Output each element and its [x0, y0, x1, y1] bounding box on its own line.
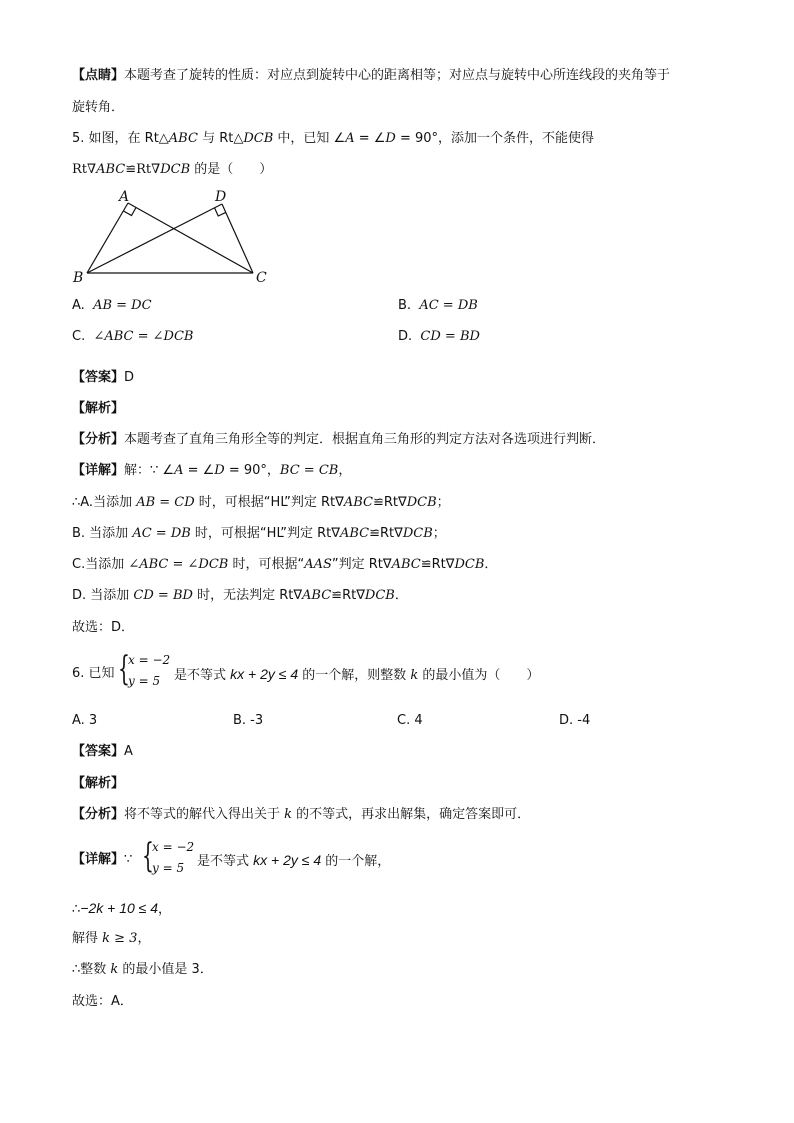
q6-xiangjie-line-3: 解得 k ≥ 3， — [72, 931, 151, 946]
q5-xiangjie-line-2: ∴A.当添加 AB = CD 时，可根据“HL”判定 Rt∇ABC≌Rt∇DCB； — [72, 495, 450, 510]
q5-geometry-figure — [70, 186, 280, 286]
dianjing-text: 本题考查了旋转的性质：对应点到旋转中心的距离相等；对应点与旋转中心所连线段的夹角等于 — [124, 68, 671, 83]
q5-xiangjie-line-4: C.当添加 ∠ABC = ∠DCB 时，可根据“AAS”判定 Rt∇ABC≌Rt∇DCB． — [72, 557, 498, 572]
q5-option-d: D. CD = BD — [398, 329, 480, 344]
right-angle-mark-a — [124, 208, 137, 216]
q6-xiangjie-line-2: ∴−2k + 10 ≤ 4， — [72, 900, 172, 917]
q6-jiexi-heading: 【解析】 — [72, 776, 125, 791]
system-eq-x: x = −2 — [128, 653, 171, 667]
q6-option-c: C. 4 — [397, 713, 423, 728]
q6-xiangjie-line-4: ∴整数 k 的最小值是 3． — [72, 962, 213, 977]
q6-option-d: D. -4 — [559, 713, 591, 728]
q5-option-b: B. AC = DB — [398, 298, 478, 313]
system-eq-y: y = 5 — [152, 861, 185, 875]
dianjing-tag: 【点睛】 — [72, 68, 125, 83]
q6-option-b: B. -3 — [233, 713, 264, 728]
q5-xiangjie-line-3: B. 当添加 AC = DB 时，可根据“HL”判定 Rt∇ABC≌Rt∇DCB； — [72, 526, 446, 541]
q5-xiangjie-line-1: 【详解】解：∵ ∠A = ∠D = 90°，BC = CB， — [72, 463, 352, 478]
dianjing-line-1 — [72, 67, 670, 85]
q6-option-a: A. 3 — [72, 713, 98, 728]
segment-dc — [222, 204, 253, 273]
q5-option-a: A. AB = DC — [72, 298, 152, 313]
left-brace: { — [118, 649, 130, 689]
q5-answer: 【答案】D — [72, 370, 135, 385]
q6-stem-rest: 是不等式 kx + 2y ≤ 4 的一个解，则整数 k 的最小值为（ ） — [174, 666, 540, 683]
q6-equation-system — [118, 649, 178, 693]
system-eq-x: x = −2 — [152, 840, 195, 854]
q5-option-c: C. ∠ABC = ∠DCB — [72, 329, 194, 344]
q6-xiangjie-prefix: 【详解】∵ — [72, 852, 133, 867]
q6-detail-equation-system — [142, 836, 202, 880]
dianjing-line-2: 旋转角． — [72, 100, 125, 115]
vertex-b-label: B — [73, 270, 84, 286]
left-brace: { — [142, 836, 154, 876]
vertex-d-label: D — [215, 189, 227, 205]
q5-xiangjie-line-5: D. 当添加 CD = BD 时，无法判定 Rt∇ABC≌Rt∇DCB． — [72, 588, 408, 603]
vertex-a-label: A — [119, 189, 130, 205]
q6-fenxi: 【分析】将不等式的解代入得出关于 k 的不等式，再求出解集，确定答案即可． — [72, 807, 531, 822]
q5-guxuan: 故选：D． — [72, 620, 135, 635]
q6-answer: 【答案】A — [72, 744, 133, 759]
q5-stem-line-2: Rt∇ABC≌Rt∇DCB 的是（ ） — [72, 162, 273, 177]
segment-ac — [128, 203, 253, 273]
system-eq-y: y = 5 — [128, 674, 161, 688]
q5-stem-line-1: 5. 如图，在 Rt△ABC 与 Rt△DCB 中，已知 ∠A = ∠D = 90°，添加一个条件，不能使得 — [72, 131, 595, 146]
q6-guxuan: 故选：A． — [72, 994, 133, 1009]
q5-jiexi-heading: 【解析】 — [72, 401, 125, 416]
q6-xiangjie-line-1: 是不等式 kx + 2y ≤ 4 的一个解， — [197, 852, 391, 869]
q6-stem-prefix: 6. 已知 — [72, 666, 115, 681]
q5-fenxi: 【分析】本题考查了直角三角形全等的判定．根据直角三角形的判定方法对各选项进行判断． — [72, 432, 606, 447]
vertex-c-label: C — [256, 270, 267, 286]
